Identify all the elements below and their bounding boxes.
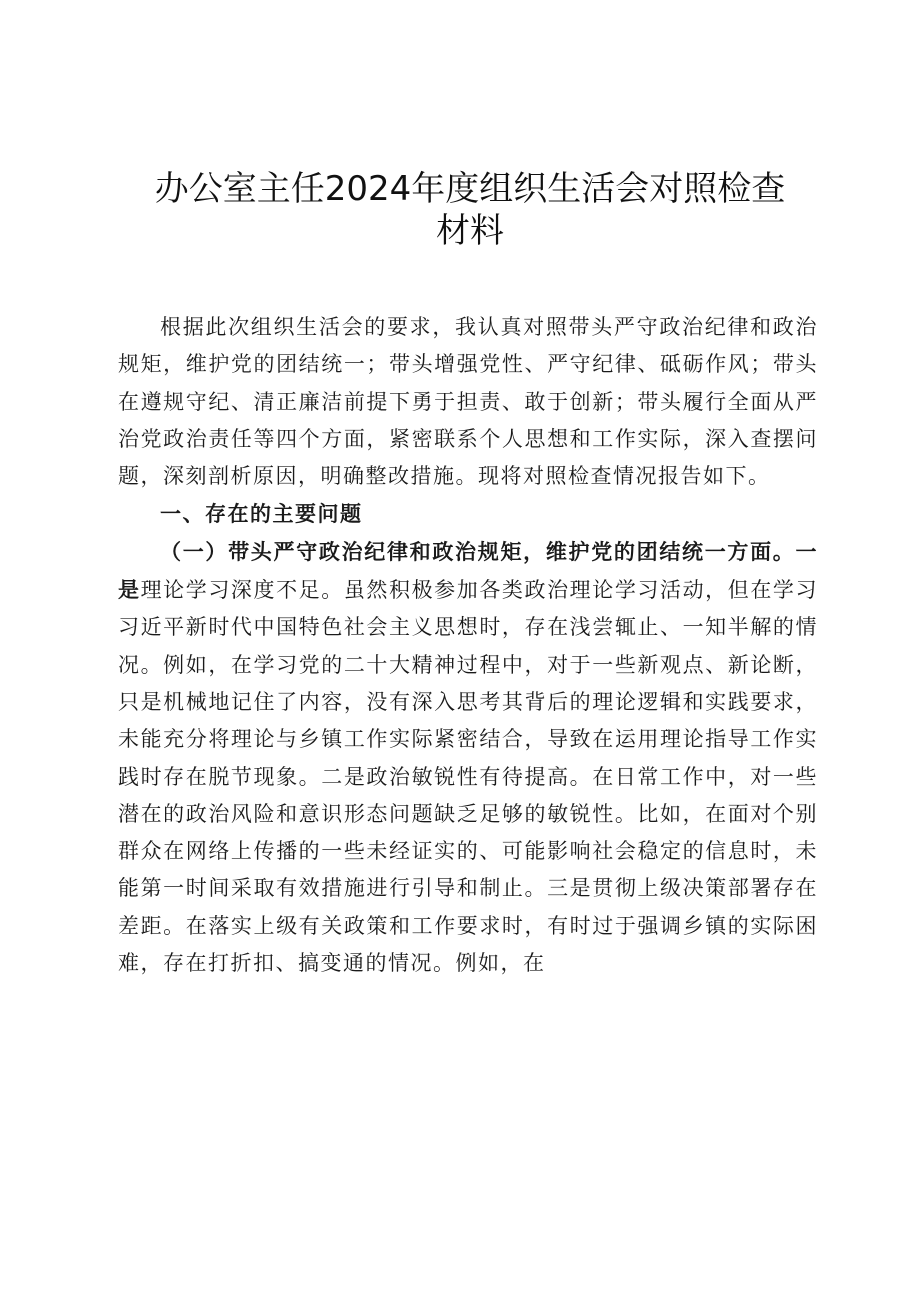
- document-title: 办公室主任2024年度组织生活会对照检查材料: [154, 169, 786, 251]
- point-text: 理论学习深度不足。虽然积极参加各类政治理论学习活动，但在学习习近平新时代中国特色社会主义思想时，存在浅尝辄止、一知半解的情况。例如，在学习党的二十大精神过程中，对于一些新观点、新论断，只是机械地记住了内容，没有深入思考其背后的理论逻辑和实践要求，未能充分将理论与乡镇工作实际紧密结合，导致在运用理论指导工作实践时存在脱节现象。二是政治敏锐性有待提高。在日常工作中，对一些潜在的政治风险和意识形态问题缺乏足够的敏锐性。比如，在面对个别群众在网络上传播的一些未经证实的、可能影响社会稳定的信息时，未能第一时间采取有效措施进行引导和制止。三是贯彻上级决策部署存在差距。在落实上级有关政策和工作要求时，有时过于强调乡镇的实际困难，存在打折扣、搞变通的情况。例如，在: [118, 578, 819, 976]
- subsection-paragraph: [118, 533, 818, 983]
- subsection-heading: （一）带头严守政治纪律和政治规矩，维护党的团结统一方面。: [160, 538, 796, 564]
- document-body: [118, 309, 818, 982]
- point-lead: 一是: [118, 538, 818, 603]
- intro-paragraph: 根据此次组织生活会的要求，我认真对照带头严守政治纪律和政治规矩，维护党的团结统一；带头增强党性、严守纪律、砥砺作风；带头在遵规守纪、清正廉洁前提下勇于担责、敢于创新；带头履行全面从严治党政治责任等四个方面，紧密联系个人思想和工作实际，深入查摆问题，深刻剖析原因，明确整改措施。现将对照检查情况报告如下。: [118, 315, 818, 489]
- section-heading: 一、存在的主要问题: [160, 501, 363, 527]
